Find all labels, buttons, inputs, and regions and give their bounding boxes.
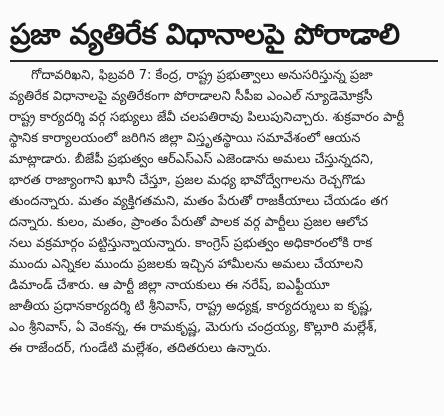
headline-rule (10, 60, 438, 62)
article-line: డిమాండ్ చేశారు. ఆ పార్టీ జిల్లా నాయకులు ఈ నరేష్, ఐఎఫ్టీయూ (9, 278, 330, 293)
article-line: దన్నారు. కులం, మతం, ప్రాంతం పేరుతో పాలక వర్గ పార్టీలు ప్రజల ఆలోచ (9, 215, 368, 230)
article-line: ఈ రాజేందర్, గుండేటి మల్లేశం, తదితరులు ఉన్నారు. (9, 341, 272, 356)
article-body (9, 65, 441, 405)
article-line: నలు వక్రమార్గం పట్టిస్తున్నాయన్నారు. కాంగ్రెస్ ప్రభుత్వం అధికారంలోకి రాక (9, 236, 373, 251)
article-line: రాష్ట్ర కార్యదర్శి వర్గ సభ్యులు జేవీ చలపతిరావు పిలుపునిచ్చారు. శుక్రవారం పార్టీ (9, 110, 405, 125)
article-line: గోదావరిఖని, ఫిబ్రవరి 7: కేంద్ర, రాష్ట్ర ప్రభుత్వాలు అనుసరిస్తున్న ప్రజా (31, 68, 373, 83)
article-line: ఎం శ్రీనివాస్, ఏ వెంకన్న, ఈ రామకృష్ణ, మెరుగు చంద్రయ్య, కొల్లూరి మల్లేశ్, (9, 320, 378, 335)
article-line: వ్యతిరేక విధానాలపై వ్యతిరేకంగా పోరాడాలని సీపీఐ ఎంఎల్ న్యూడెమోక్రసీ (9, 89, 373, 104)
article-line: ముందు ఎన్నికల ముందు ప్రజలకు ఇచ్చిన హామీలను అమలు చేయాలని (9, 257, 364, 272)
article-line: భారత రాజ్యాంగాని ఖూనీ చేస్తూ, ప్రజల మధ్య భావోద్వేగాలను రెచ్చగొడు (9, 173, 366, 188)
article-line: స్థానిక కార్యాలయంలో జరిగిన జిల్లా విస్తృతస్థాయి సమావేశంలో ఆయన (9, 131, 361, 146)
article-headline: ప్రజా వ్యతిరేక విధానాలపై పోరాడాలి (10, 17, 400, 51)
article-line: తుందన్నారు. మతం వ్యక్తిగతమని, మతం పేరుతో రాజకీయాలు చేయడం తగ (9, 194, 388, 209)
article-line: జాతీయ ప్రధానకార్యదర్శి టి శ్రీనివాస్, రాష్ట్ర అధ్యక్ష, కార్యదర్శులు ఐ కృష్ణ, (9, 299, 373, 314)
article-line: మాట్లాడారు. బీజేపీ ప్రభుత్వం ఆర్ఎస్ఎస్ ఎజెండాను అమలు చేస్తున్నదని, (9, 152, 374, 167)
